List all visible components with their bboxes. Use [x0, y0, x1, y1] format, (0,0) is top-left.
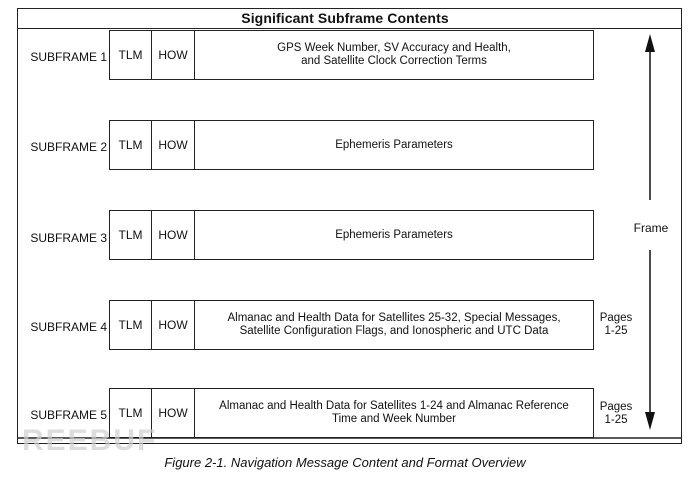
subframe-4-content-line-1: Almanac and Health Data for Satellites 25-32, Special Messages,: [227, 312, 561, 324]
frame-arrow-down-head: [645, 412, 655, 430]
subframe-2-tlm: TLM: [110, 121, 152, 169]
subframe-1-tlm: TLM: [110, 31, 152, 79]
subframe-5-how: HOW: [152, 389, 195, 437]
subframe-1-content-line-1: GPS Week Number, SV Accuracy and Health,: [277, 42, 511, 54]
figure-caption: Figure 2-1. Navigation Message Content and Format Overview: [164, 455, 526, 470]
subframe-2-how: HOW: [152, 121, 195, 169]
subframe-4-pages-line-1: Pages: [599, 312, 633, 324]
subframe-3-how: HOW: [152, 211, 195, 259]
subframe-5-tlm: TLM: [110, 389, 152, 437]
subframe-5-content-line-2: Time and Week Number: [332, 413, 456, 425]
subframe-5-content-line-1: Almanac and Health Data for Satellites 1-24 and Almanac Reference: [219, 400, 569, 412]
watermark: REEBUF: [22, 424, 158, 457]
frame-label: Frame: [628, 221, 674, 235]
subframe-1-label: SUBFRAME 1: [30, 50, 107, 64]
subframe-1-how: HOW: [152, 31, 195, 79]
diagram-title: Significant Subframe Contents: [241, 10, 449, 26]
subframe-4-how: HOW: [152, 301, 195, 349]
frame-arrow-up-head: [645, 34, 655, 52]
subframe-5-pages-line-1: Pages: [599, 401, 633, 413]
subframe-1-content-line-2: and Satellite Clock Correction Terms: [301, 55, 487, 67]
subframe-4-content-line-2: Satellite Configuration Flags, and Ionospheric and UTC Data: [239, 325, 549, 337]
subframe-5-label: SUBFRAME 5: [30, 408, 107, 422]
subframe-2-content-line-1: Ephemeris Parameters: [335, 138, 453, 151]
subframe-4-tlm: TLM: [110, 301, 152, 349]
subframe-3-label: SUBFRAME 3: [30, 231, 107, 245]
subframe-3-tlm: TLM: [110, 211, 152, 259]
subframe-4-pages-line-2: 1-25: [604, 325, 628, 337]
subframe-4-label: SUBFRAME 4: [30, 320, 107, 334]
subframe-2-label: SUBFRAME 2: [30, 140, 107, 154]
subframe-5-pages-line-2: 1-25: [604, 414, 628, 426]
subframe-3-content-line-1: Ephemeris Parameters: [335, 228, 453, 241]
